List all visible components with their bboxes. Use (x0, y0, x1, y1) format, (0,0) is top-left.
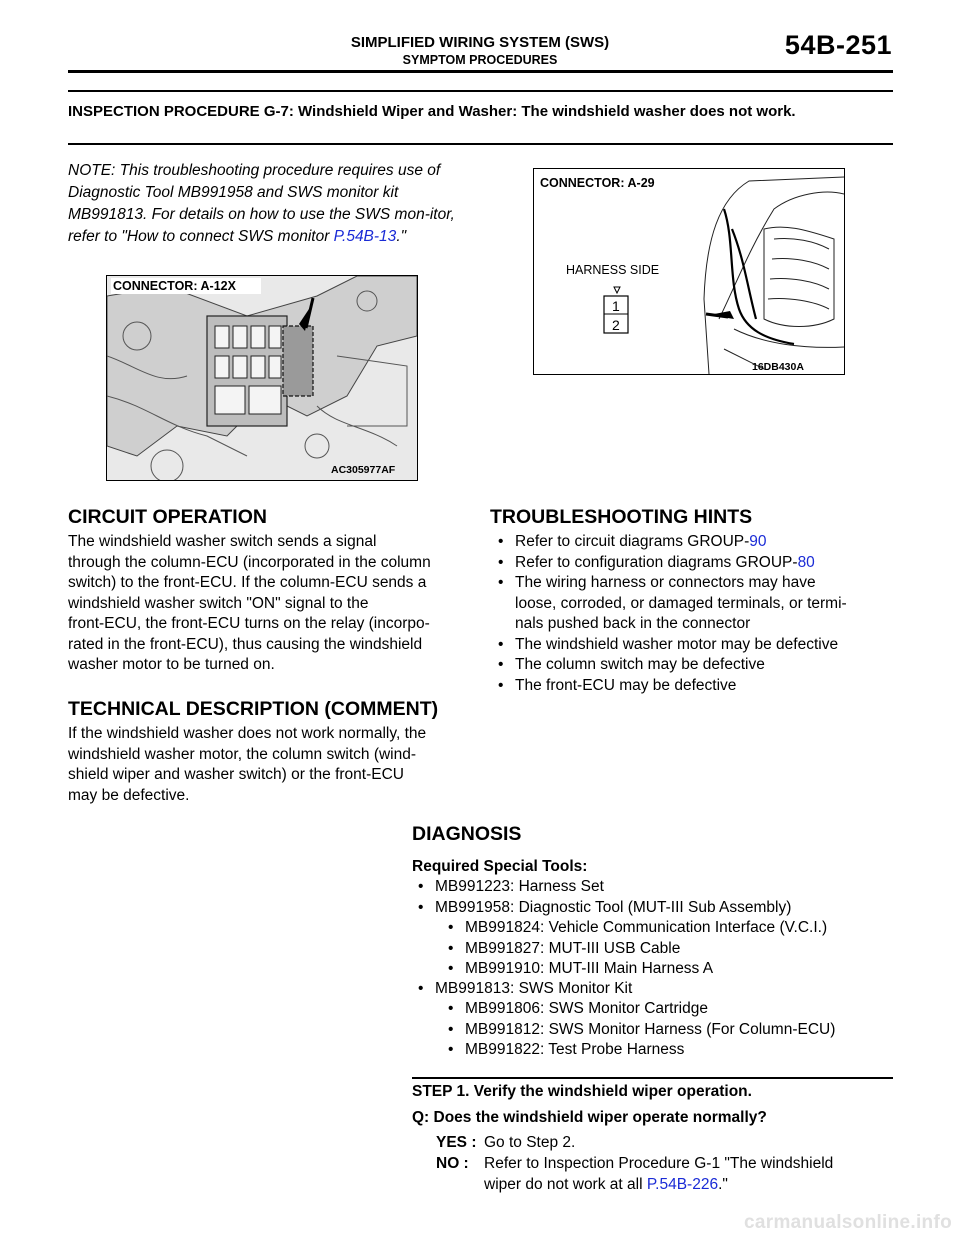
p54b-226-link[interactable]: P.54B-226 (646, 1175, 719, 1193)
circuit-line: through the column-ECU (incorporated in the column (68, 553, 431, 571)
step-1-title: STEP 1. Verify the windshield wiper operation. (412, 1083, 752, 1100)
list-item: • MB991812: SWS Monitor Harness (For Column-ECU) (444, 1020, 894, 1041)
pin-2-label: 2 (612, 317, 620, 333)
header-subtitle: SYMPTOM PROCEDURES (402, 53, 558, 67)
group-80-link[interactable]: 80 (797, 553, 815, 571)
technical-line: may be defective. (68, 786, 190, 804)
list-item: • MB991824: Vehicle Communication Interface (V.C.I.) (444, 918, 894, 939)
circuit-line: windshield washer switch "ON" signal to the (68, 594, 369, 612)
list-item: • MB991813: SWS Monitor Kit (414, 979, 894, 1000)
technical-line: If the windshield washer does not work normally, the (68, 725, 427, 742)
step-1-question: Q: Does the windshield wiper operate normally? (412, 1109, 767, 1126)
circuit-line: rated in the front-ECU), thus causing the windshield (68, 635, 423, 653)
circuit-heading: CIRCUIT OPERATION (68, 506, 267, 528)
required-tools-label: Required Special Tools: (412, 858, 588, 875)
page-number: 54B-251 (784, 30, 892, 60)
circuit-line: washer motor to be turned on. (68, 656, 275, 673)
circuit-line: front-ECU, the front-ECU turns on the relay (incorpo- (68, 615, 430, 632)
group-90-link[interactable]: 90 (749, 533, 767, 550)
tools-sublist-sws (444, 999, 894, 1061)
yes-label: YES : (436, 1134, 477, 1151)
list-item: • The wiring harness or connectors may have loose, corroded, or damaged terminals, or termi- nals pushed back in the connector (494, 573, 894, 635)
list-item: • MB991806: SWS Monitor Cartridge (444, 999, 894, 1020)
tools-list (414, 877, 894, 918)
list-item: • The windshield washer motor may be defective (494, 635, 894, 656)
pin-1-label: 1 (612, 298, 620, 314)
figure-right-connector-label: CONNECTOR: A-29 (540, 176, 655, 190)
hints-heading: TROUBLESHOOTING HINTS (490, 506, 753, 528)
footer-watermark: carmanualsonline.info (744, 1212, 952, 1233)
figure-connector-a12x (106, 275, 418, 481)
inspection-title: INSPECTION PROCEDURE G-7: Windshield Wiper and Washer: The windshield washer does not work. (68, 103, 796, 120)
note-text: NOTE: This troubleshooting procedure requires use of Diagnostic Tool MB991958 and SWS monitor kit MB991813. For details on how to use the SWS mon-itor, refer to "How to connect SWS monitor (68, 162, 455, 245)
note-link[interactable]: P.54B-13 (333, 228, 397, 245)
circuit-line: switch) to the front-ECU. If the column-ECU sends a (68, 574, 427, 591)
hints-list (494, 532, 894, 696)
technical-line: shield wiper and washer switch) or the front-ECU (68, 766, 404, 783)
list-item: • MB991910: MUT-III Main Harness A (444, 959, 894, 980)
circuit-text (68, 532, 478, 676)
note-paragraph (68, 160, 468, 248)
figure-right-code: 16DB430A (752, 361, 804, 373)
inspection-top-rule (68, 90, 893, 92)
technical-heading: TECHNICAL DESCRIPTION (COMMENT) (68, 698, 439, 720)
figure-left-code: AC305977AF (331, 464, 396, 476)
figure-left-connector-label: CONNECTOR: A-12X (113, 279, 236, 293)
yes-text: Go to Step 2. (484, 1134, 576, 1151)
tools-list-sws (414, 979, 894, 1000)
inspection-bottom-rule (68, 143, 893, 145)
technical-text (68, 724, 478, 806)
list-item: • The front-ECU may be defective (494, 676, 894, 697)
circuit-line: The windshield washer switch sends a signal (68, 533, 377, 550)
tools-sublist-mut (444, 918, 894, 980)
list-item: • Refer to configuration diagrams GROUP-80 (494, 553, 894, 574)
step-rule (412, 1077, 893, 1079)
no-text: Refer to Inspection Procedure G-1 "The windshield wiper do not work at all P.54B-226." (484, 1155, 834, 1193)
list-item: • Refer to circuit diagrams GROUP-90 (494, 532, 894, 553)
list-item: • MB991822: Test Probe Harness (444, 1040, 894, 1061)
list-item: • MB991827: MUT-III USB Cable (444, 939, 894, 960)
diagnosis-heading: DIAGNOSIS (412, 823, 522, 845)
note-tail: ." (396, 228, 407, 245)
header-title: SIMPLIFIED WIRING SYSTEM (SWS) (350, 34, 610, 51)
list-item: • MB991958: Diagnostic Tool (MUT-III Sub Assembly) (414, 898, 894, 919)
technical-line: windshield washer motor, the column switch (wind- (68, 745, 417, 763)
header-rule (68, 70, 893, 73)
figure-connector-a29 (533, 168, 845, 375)
list-item: • MB991223: Harness Set (414, 877, 894, 898)
list-item: • The column switch may be defective (494, 655, 894, 676)
figure-right-harness-label: HARNESS SIDE (566, 263, 660, 277)
no-label: NO : (436, 1155, 469, 1172)
